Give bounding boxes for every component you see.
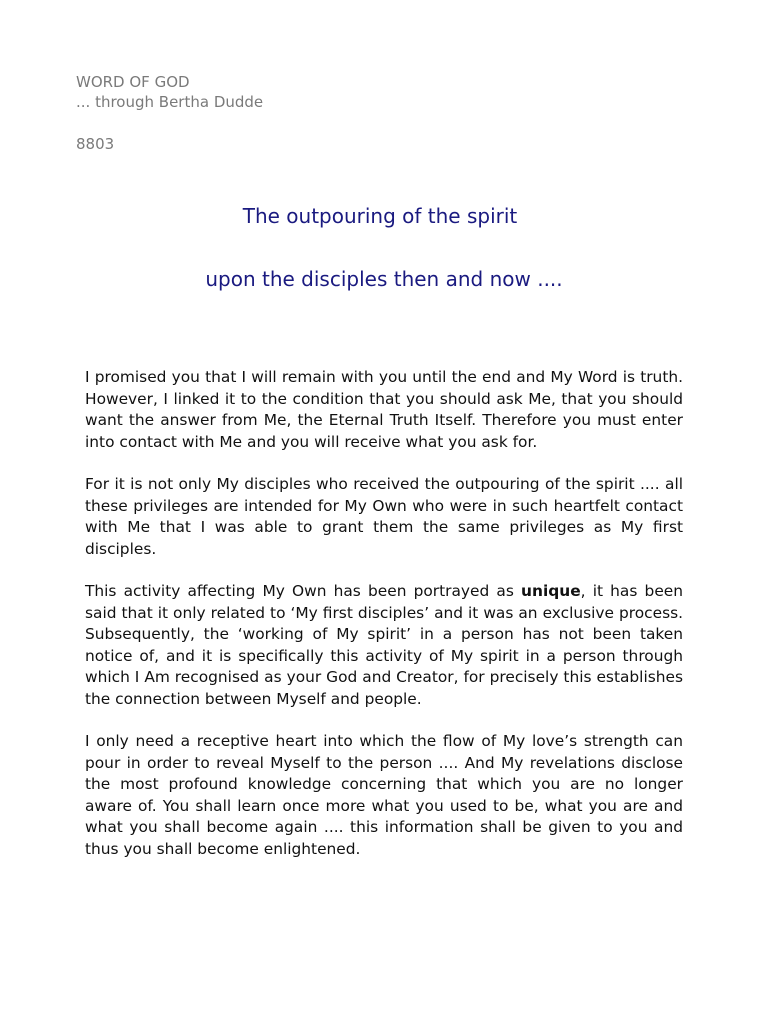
- document-body: [85, 367, 683, 860]
- body-paragraph-3: [85, 581, 683, 710]
- paragraph-text-before-emphasis: This activity affecting My Own has been portrayed as: [85, 582, 522, 600]
- body-paragraph-2: For it is not only My disciples who received the outpouring of the spirit .... all these privileges are intended for My Own who were in such heartfelt contact with Me that I was able to grant them the same privileges as My first disciples.: [85, 475, 683, 558]
- body-paragraph-1: I promised you that I will remain with you until the end and My Word is truth. However, I linked it to the condition that you should ask Me, that you should want the answer from Me, the Eternal Truth Itself. Therefore you must enter into contact with Me and you will receive what you ask for.: [85, 368, 683, 451]
- header-author-line: ... through Bertha Dudde: [76, 93, 264, 111]
- emphasis-unique: unique: [521, 582, 581, 600]
- document-title-line-2: upon the disciples then and now ....: [205, 267, 563, 291]
- header-source-title: WORD OF GOD: [76, 73, 190, 91]
- document-header: [76, 72, 263, 112]
- document-title-line-1: The outpouring of the spirit: [242, 204, 518, 228]
- body-paragraph-4: I only need a receptive heart into which the flow of My love’s strength can pour in order to reveal Myself to the person .... And My revelations disclose the most profound knowledge concerning that which you are no longer aware of. You shall learn once more what you used to be, what you are and what you shall become again .... this information shall be given to you and thus you shall become enlightened.: [85, 732, 683, 858]
- document-number: 8803: [76, 135, 115, 153]
- paragraph-text-after-emphasis: , it has been said that it only related to ‘My first disciples’ and it was an exclusive process. Subsequently, the ‘working of My spirit’ in a person has not been taken notice of, and it is specifically this activity of My spirit in a person through which I Am recognised as your God and Creator, for precisely this establishes the connection between Myself and people.: [85, 582, 684, 708]
